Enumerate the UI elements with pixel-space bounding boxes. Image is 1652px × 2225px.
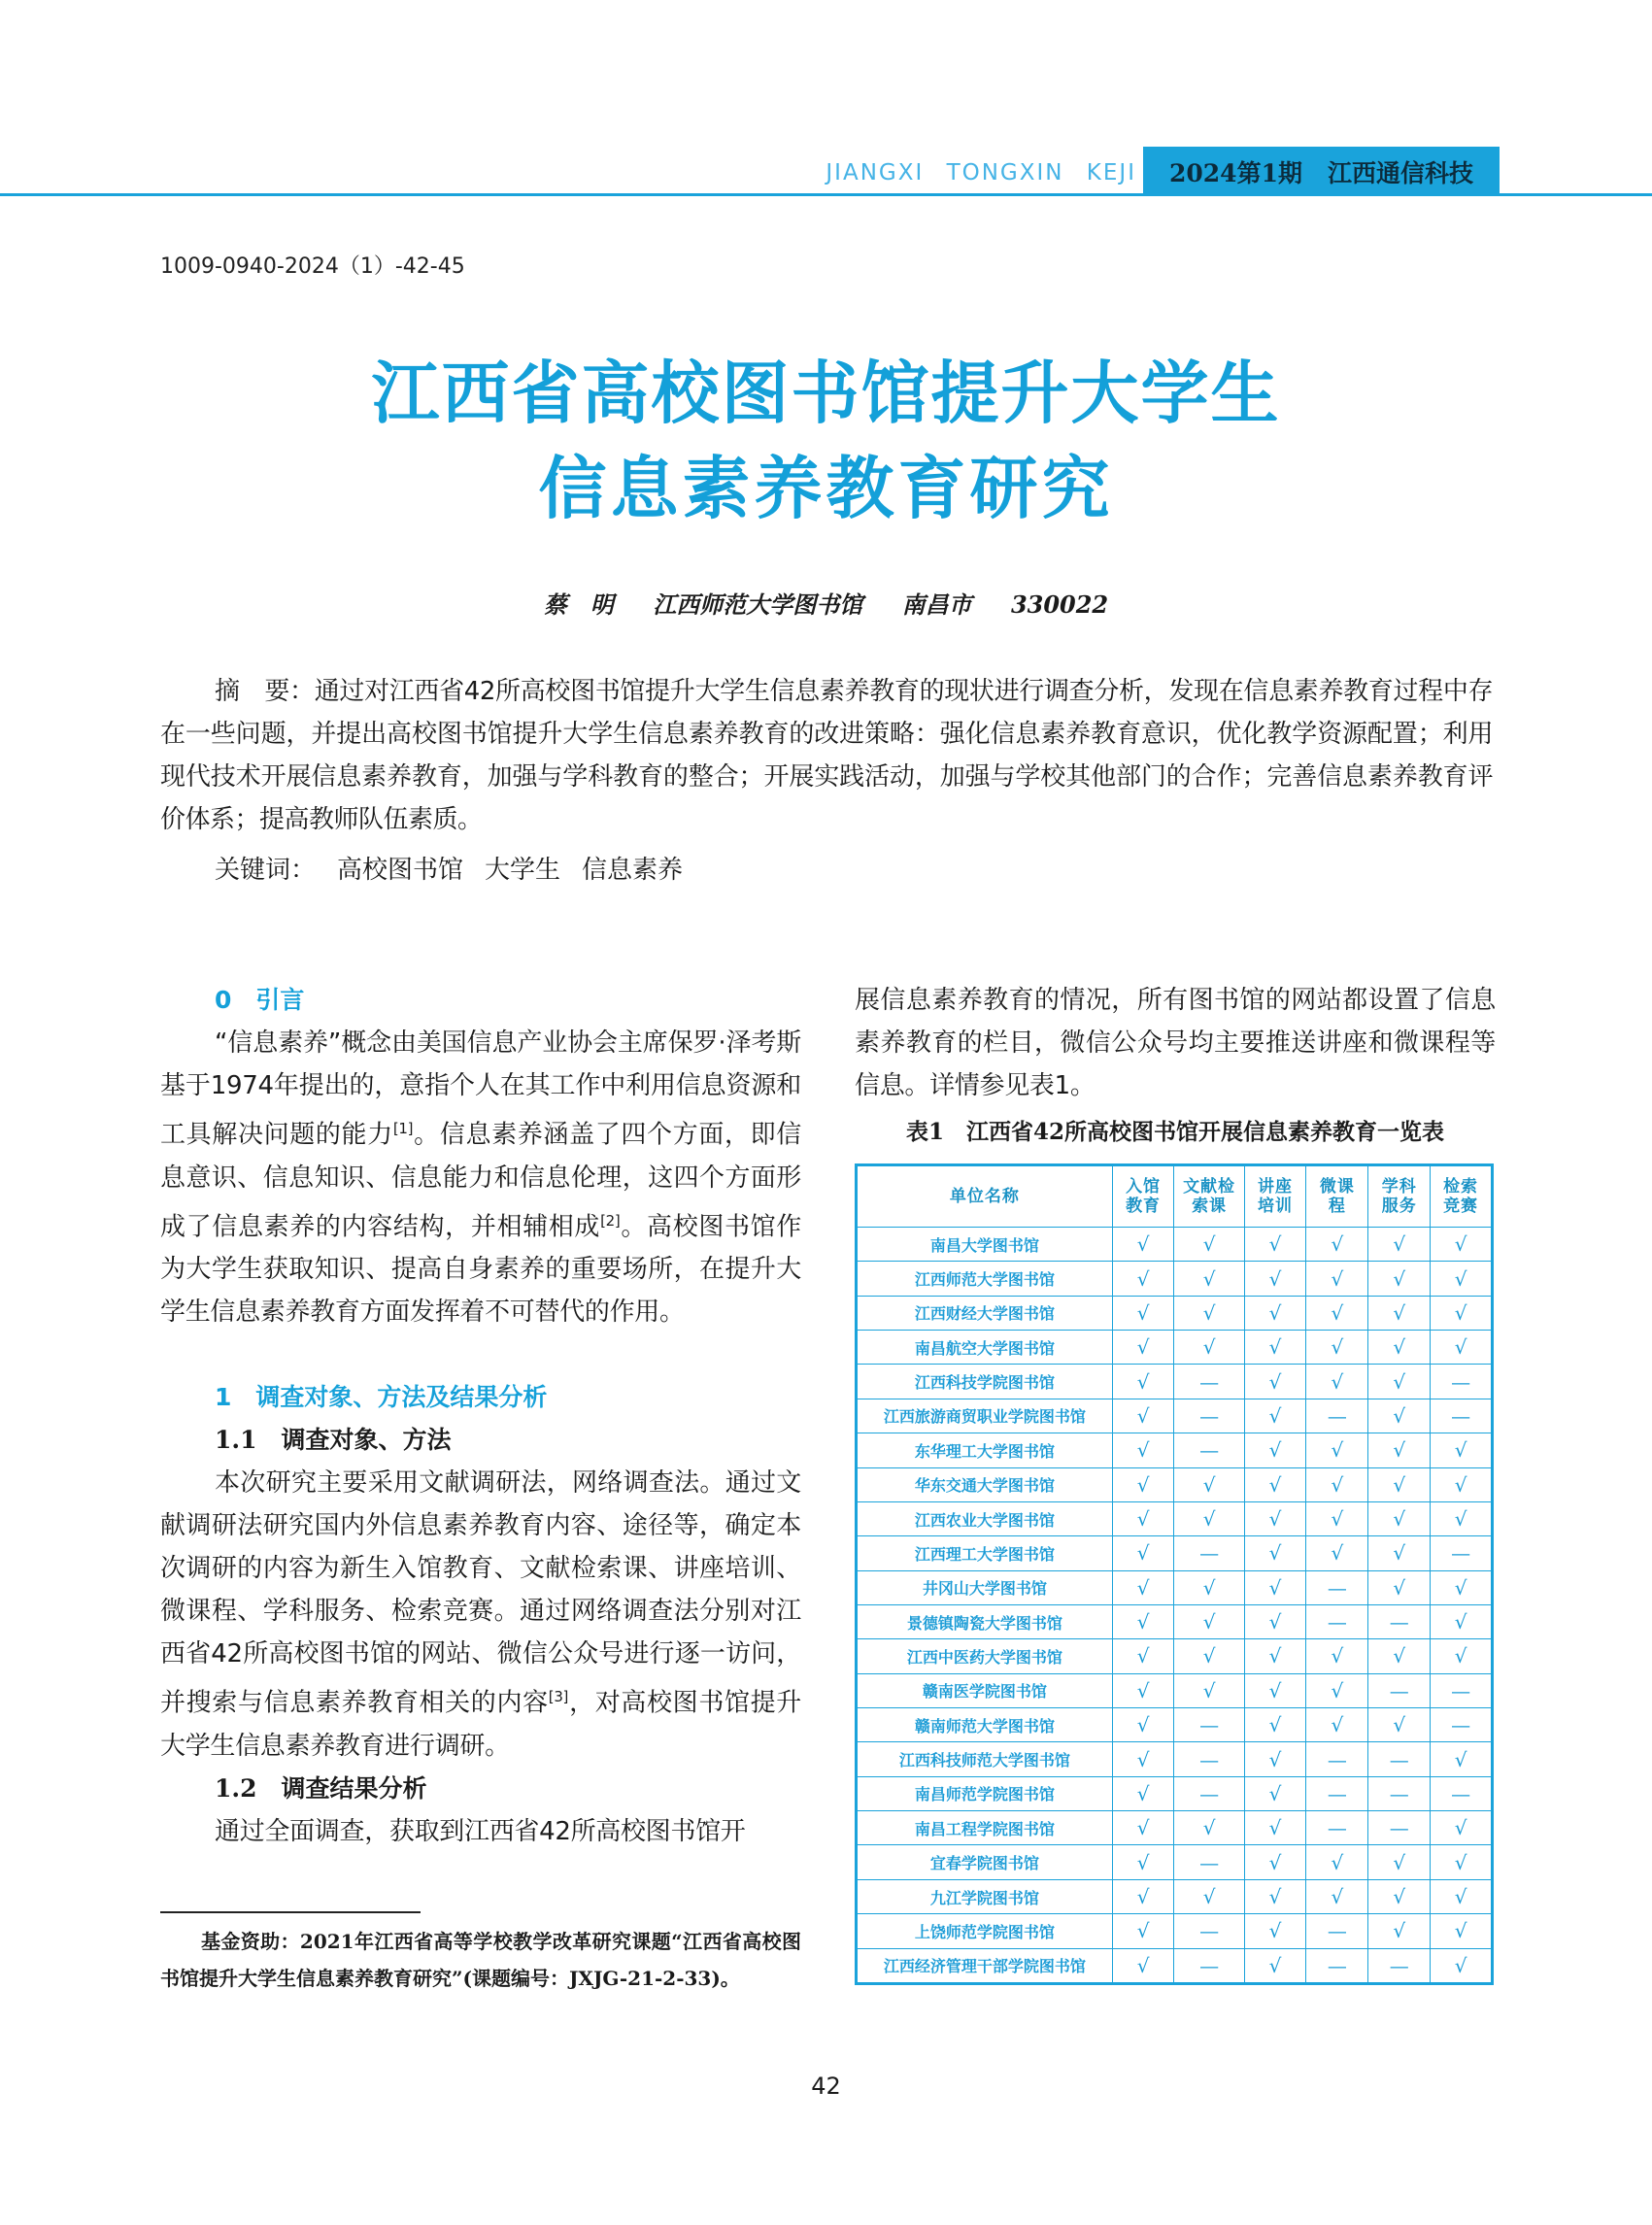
table-row [857, 1639, 1493, 1673]
service-mark-cell: √ [1112, 1570, 1174, 1604]
service-mark-cell: — [1431, 1399, 1493, 1433]
journal-issue-badge [1143, 147, 1500, 196]
service-mark-cell: — [1174, 1365, 1244, 1399]
service-mark-cell: — [1368, 1604, 1431, 1638]
table-header-cell: 微课 程 [1306, 1165, 1368, 1228]
service-mark-cell: √ [1112, 1331, 1174, 1365]
journal-name-english: JIANGXI TONGXIN KEJI [826, 160, 1136, 185]
library-survey-table [855, 1163, 1494, 1985]
service-mark-cell: — [1431, 1536, 1493, 1570]
service-mark-cell: — [1431, 1776, 1493, 1810]
service-mark-cell: √ [1368, 1262, 1431, 1296]
right-column [855, 979, 1496, 1107]
service-mark-cell: — [1368, 1811, 1431, 1845]
author-affiliation: 江西师范大学图书馆 [653, 590, 863, 619]
service-mark-cell: √ [1431, 1914, 1493, 1948]
service-mark-cell: √ [1368, 1399, 1431, 1433]
service-mark-cell: √ [1112, 1811, 1174, 1845]
section-0-paragraph: “信息素养”概念由美国信息产业协会主席保罗·泽考斯基于1974年提出的，意指个人在其工作中利用信息资源和工具解决问题的能力[1]。信息素养涵盖了四个方面，即信息意识、信息知识、信息能力和信息伦理，这四个方面形成了信息素养的内容结构，并相辅相成[2]。高校图书馆作为大学生获取知识、提高自身素养的重要场所，在提升大学生信息素养教育方面发挥着不可替代的作用。 [160, 1028, 801, 1328]
table-row [857, 1742, 1493, 1776]
table-row [857, 1501, 1493, 1535]
table-header-cell: 讲座 培训 [1244, 1165, 1306, 1228]
service-mark-cell: √ [1306, 1262, 1368, 1296]
service-mark-cell: √ [1244, 1331, 1306, 1365]
library-name-cell: 江西理工大学图书馆 [857, 1536, 1113, 1570]
service-mark-cell: √ [1112, 1296, 1174, 1330]
service-mark-cell: √ [1431, 1845, 1493, 1879]
table-header-cell: 文献检 索课 [1174, 1165, 1244, 1228]
service-mark-cell: √ [1244, 1845, 1306, 1879]
table-row [857, 1433, 1493, 1467]
service-mark-cell: √ [1368, 1639, 1431, 1673]
citation-ref: [3] [548, 1688, 569, 1706]
library-name-cell: 南昌大学图书馆 [857, 1228, 1113, 1262]
service-mark-cell: √ [1112, 1879, 1174, 1913]
table-row [857, 1536, 1493, 1570]
table-header-cell: 检索 竞赛 [1431, 1165, 1493, 1228]
service-mark-cell: √ [1368, 1914, 1431, 1948]
library-name-cell: 南昌航空大学图书馆 [857, 1331, 1113, 1365]
table-caption: 表1 江西省42所高校图书馆开展信息素养教育一览表 [905, 1119, 1444, 1145]
service-mark-cell: √ [1244, 1262, 1306, 1296]
library-name-cell: 江西财经大学图书馆 [857, 1296, 1113, 1330]
section-1-heading: 1 调查对象、方法及结果分析 [215, 1383, 548, 1412]
service-mark-cell: — [1174, 1742, 1244, 1776]
library-name-cell: 上饶师范学院图书馆 [857, 1914, 1113, 1948]
table-row [857, 1467, 1493, 1501]
service-mark-cell: √ [1431, 1570, 1493, 1604]
service-mark-cell: √ [1306, 1879, 1368, 1913]
table-row [857, 1914, 1493, 1948]
keywords [215, 849, 683, 892]
library-name-cell: 江西经济管理干部学院图书馆 [857, 1948, 1113, 1983]
section-0-heading: 0 引言 [215, 986, 305, 1014]
keyword-item: 高校图书馆 [337, 856, 464, 885]
service-mark-cell: √ [1431, 1742, 1493, 1776]
service-mark-cell: √ [1244, 1570, 1306, 1604]
table-row [857, 1948, 1493, 1983]
table-row [857, 1604, 1493, 1638]
service-mark-cell: √ [1174, 1639, 1244, 1673]
service-mark-cell: √ [1174, 1570, 1244, 1604]
service-mark-cell: √ [1244, 1433, 1306, 1467]
funding-footnote: 基金资助：2021年江西省高等学校教学改革研究课题“江西省高校图书馆提升大学生信息素养教育研究”(课题编号：JXJG-21-2-33)。 [160, 1930, 801, 1990]
table-row [857, 1673, 1493, 1707]
service-mark-cell: √ [1112, 1228, 1174, 1262]
service-mark-cell: √ [1244, 1776, 1306, 1810]
table-row [857, 1399, 1493, 1433]
service-mark-cell: √ [1306, 1331, 1368, 1365]
service-mark-cell: — [1431, 1673, 1493, 1707]
service-mark-cell: √ [1306, 1639, 1368, 1673]
service-mark-cell: √ [1244, 1879, 1306, 1913]
service-mark-cell: — [1306, 1811, 1368, 1845]
service-mark-cell: √ [1306, 1501, 1368, 1535]
library-name-cell: 东华理工大学图书馆 [857, 1433, 1113, 1467]
service-mark-cell: √ [1431, 1604, 1493, 1638]
service-mark-cell: √ [1368, 1570, 1431, 1604]
issue-label: 2024第1期 [1169, 158, 1302, 187]
service-mark-cell: √ [1368, 1228, 1431, 1262]
service-mark-cell: √ [1306, 1296, 1368, 1330]
service-mark-cell: √ [1112, 1536, 1174, 1570]
service-mark-cell: — [1306, 1914, 1368, 1948]
service-mark-cell: √ [1306, 1536, 1368, 1570]
service-mark-cell: √ [1112, 1708, 1174, 1742]
service-mark-cell: √ [1368, 1501, 1431, 1535]
library-name-cell: 江西农业大学图书馆 [857, 1501, 1113, 1535]
service-mark-cell: √ [1431, 1262, 1493, 1296]
library-name-cell: 华东交通大学图书馆 [857, 1467, 1113, 1501]
author-postcode: 330022 [1010, 590, 1109, 619]
library-name-cell: 宜春学院图书馆 [857, 1845, 1113, 1879]
footnote-rule [160, 1911, 421, 1913]
service-mark-cell: √ [1244, 1467, 1306, 1501]
right-column-paragraph: 展信息素养教育的情况，所有图书馆的网站都设置了信息素养教育的栏目，微信公众号均主要推送讲座和微课程等信息。详情参见表1。 [855, 986, 1496, 1100]
service-mark-cell: √ [1174, 1296, 1244, 1330]
service-mark-cell: — [1306, 1399, 1368, 1433]
subsection-1-2-paragraph: 通过全面调查，获取到江西省42所高校图书馆开 [215, 1816, 746, 1846]
service-mark-cell: √ [1306, 1708, 1368, 1742]
service-mark-cell: √ [1244, 1742, 1306, 1776]
service-mark-cell: — [1174, 1776, 1244, 1810]
service-mark-cell: √ [1368, 1331, 1431, 1365]
service-mark-cell: √ [1244, 1399, 1306, 1433]
paper-title-line-1: 江西省高校图书馆提升大学生 [371, 354, 1281, 433]
service-mark-cell: √ [1112, 1467, 1174, 1501]
service-mark-cell: √ [1306, 1228, 1368, 1262]
service-mark-cell: √ [1112, 1433, 1174, 1467]
service-mark-cell: √ [1112, 1501, 1174, 1535]
service-mark-cell: — [1174, 1845, 1244, 1879]
service-mark-cell: √ [1431, 1948, 1493, 1983]
service-mark-cell: √ [1174, 1467, 1244, 1501]
service-mark-cell: √ [1174, 1228, 1244, 1262]
table-row [857, 1228, 1493, 1262]
subsection-1-1-heading: 1.1 调查对象、方法 [215, 1426, 452, 1455]
service-mark-cell: — [1431, 1708, 1493, 1742]
service-mark-cell: √ [1244, 1639, 1306, 1673]
service-mark-cell: √ [1174, 1604, 1244, 1638]
table-row [857, 1331, 1493, 1365]
service-mark-cell: √ [1244, 1228, 1306, 1262]
table-row [857, 1570, 1493, 1604]
service-mark-cell: — [1306, 1570, 1368, 1604]
document-code: 1009-0940-2024（1）-42-45 [160, 254, 465, 279]
service-mark-cell: √ [1174, 1811, 1244, 1845]
service-mark-cell: √ [1368, 1536, 1431, 1570]
service-mark-cell: — [1368, 1776, 1431, 1810]
service-mark-cell: √ [1112, 1914, 1174, 1948]
library-name-cell: 九江学院图书馆 [857, 1879, 1113, 1913]
service-mark-cell: √ [1112, 1673, 1174, 1707]
service-mark-cell: √ [1431, 1811, 1493, 1845]
keyword-item: 信息素养 [582, 856, 684, 885]
service-mark-cell: — [1368, 1948, 1431, 1983]
service-mark-cell: √ [1431, 1501, 1493, 1535]
service-mark-cell: √ [1431, 1639, 1493, 1673]
service-mark-cell: √ [1306, 1433, 1368, 1467]
service-mark-cell: — [1431, 1365, 1493, 1399]
service-mark-cell: — [1174, 1914, 1244, 1948]
journal-name-chinese: 江西通信科技 [1327, 158, 1473, 187]
service-mark-cell: √ [1244, 1914, 1306, 1948]
library-name-cell: 江西科技师范大学图书馆 [857, 1742, 1113, 1776]
table-row [857, 1776, 1493, 1810]
abstract: 摘 要：通过对江西省42所高校图书馆提升大学生信息素养教育的现状进行调查分析，发现在信息素养教育过程中存在一些问题，并提出高校图书馆提升大学生信息素养教育的改进策略：强化信息素养教育意识，优化教学资源配置；利用现代技术开展信息素养教育，加强与学科教育的整合；开展实践活动，加强与学校其他部门的合作；完善信息素养教育评价体系；提高教师队伍素质。 [160, 677, 1493, 834]
table-header-cell: 入馆 教育 [1112, 1165, 1174, 1228]
service-mark-cell: √ [1244, 1296, 1306, 1330]
service-mark-cell: √ [1368, 1467, 1431, 1501]
table-row [857, 1262, 1493, 1296]
service-mark-cell: — [1174, 1399, 1244, 1433]
table-header-cell: 学科 服务 [1368, 1165, 1431, 1228]
service-mark-cell: — [1174, 1948, 1244, 1983]
keywords-label: 关键词： [215, 856, 317, 885]
service-mark-cell: √ [1244, 1708, 1306, 1742]
service-mark-cell: √ [1174, 1262, 1244, 1296]
service-mark-cell: √ [1244, 1365, 1306, 1399]
service-mark-cell: √ [1112, 1399, 1174, 1433]
library-name-cell: 江西旅游商贸职业学院图书馆 [857, 1399, 1113, 1433]
service-mark-cell: √ [1306, 1845, 1368, 1879]
service-mark-cell: √ [1174, 1879, 1244, 1913]
author-city: 南昌市 [901, 590, 972, 619]
library-name-cell: 景德镇陶瓷大学图书馆 [857, 1604, 1113, 1638]
service-mark-cell: √ [1244, 1501, 1306, 1535]
service-mark-cell: — [1306, 1604, 1368, 1638]
service-mark-cell: — [1368, 1673, 1431, 1707]
service-mark-cell: — [1306, 1776, 1368, 1810]
library-name-cell: 南昌师范学院图书馆 [857, 1776, 1113, 1810]
service-mark-cell: √ [1112, 1776, 1174, 1810]
service-mark-cell: √ [1306, 1467, 1368, 1501]
service-mark-cell: √ [1112, 1948, 1174, 1983]
service-mark-cell: √ [1112, 1262, 1174, 1296]
service-mark-cell: √ [1306, 1673, 1368, 1707]
left-column [160, 979, 801, 1853]
service-mark-cell: √ [1368, 1879, 1431, 1913]
service-mark-cell: √ [1174, 1501, 1244, 1535]
service-mark-cell: √ [1368, 1365, 1431, 1399]
service-mark-cell: — [1368, 1742, 1431, 1776]
keyword-item: 大学生 [485, 856, 561, 885]
table-row [857, 1845, 1493, 1879]
service-mark-cell: √ [1431, 1879, 1493, 1913]
subsection-1-2-heading: 1.2 调查结果分析 [215, 1773, 427, 1803]
paper-title-line-2: 信息素养教育研究 [538, 449, 1114, 528]
service-mark-cell: √ [1244, 1673, 1306, 1707]
service-mark-cell: √ [1174, 1331, 1244, 1365]
service-mark-cell: √ [1112, 1365, 1174, 1399]
table-row [857, 1296, 1493, 1330]
service-mark-cell: √ [1431, 1467, 1493, 1501]
service-mark-cell: √ [1112, 1604, 1174, 1638]
service-mark-cell: — [1306, 1742, 1368, 1776]
author-name: 蔡 明 [543, 590, 614, 619]
table-header-row [857, 1165, 1493, 1228]
library-name-cell: 江西科技学院图书馆 [857, 1365, 1113, 1399]
page-number: 42 [811, 2073, 841, 2100]
library-name-cell: 赣南师范大学图书馆 [857, 1708, 1113, 1742]
service-mark-cell: √ [1368, 1708, 1431, 1742]
service-mark-cell: √ [1112, 1742, 1174, 1776]
service-mark-cell: √ [1368, 1433, 1431, 1467]
service-mark-cell: — [1174, 1536, 1244, 1570]
subsection-1-1-paragraph: 本次研究主要采用文献调研法，网络调查法。通过文献调研法研究国内外信息素养教育内容、途径等，确定本次调研的内容为新生入馆教育、文献检索课、讲座培训、微课程、学科服务、检索竞赛。通过网络调查法分别对江西省42所高校图书馆的网站、微信公众号进行逐一访问，并搜索与信息素养教育相关的内容[3]，对高校图书馆提升大学生信息素养教育进行调研。 [160, 1468, 801, 1761]
service-mark-cell: √ [1174, 1673, 1244, 1707]
service-mark-cell: √ [1244, 1948, 1306, 1983]
service-mark-cell: √ [1244, 1811, 1306, 1845]
service-mark-cell: — [1174, 1708, 1244, 1742]
service-mark-cell: √ [1431, 1228, 1493, 1262]
service-mark-cell: √ [1368, 1296, 1431, 1330]
service-mark-cell: √ [1244, 1604, 1306, 1638]
library-name-cell: 南昌工程学院图书馆 [857, 1811, 1113, 1845]
service-mark-cell: √ [1431, 1331, 1493, 1365]
table-row [857, 1879, 1493, 1913]
table-row [857, 1365, 1493, 1399]
service-mark-cell: √ [1368, 1845, 1431, 1879]
service-mark-cell: √ [1112, 1639, 1174, 1673]
service-mark-cell: √ [1112, 1845, 1174, 1879]
author-line [0, 589, 1652, 622]
library-name-cell: 井冈山大学图书馆 [857, 1570, 1113, 1604]
service-mark-cell: — [1174, 1433, 1244, 1467]
citation-ref: [1] [392, 1120, 414, 1137]
citation-ref: [2] [600, 1211, 621, 1230]
library-name-cell: 江西师范大学图书馆 [857, 1262, 1113, 1296]
table-row [857, 1811, 1493, 1845]
library-name-cell: 赣南医学院图书馆 [857, 1673, 1113, 1707]
service-mark-cell: √ [1431, 1296, 1493, 1330]
service-mark-cell: — [1306, 1948, 1368, 1983]
service-mark-cell: √ [1306, 1365, 1368, 1399]
table-row [857, 1708, 1493, 1742]
table-header-unit-name: 单位名称 [857, 1165, 1113, 1228]
service-mark-cell: √ [1244, 1536, 1306, 1570]
library-name-cell: 江西中医药大学图书馆 [857, 1639, 1113, 1673]
service-mark-cell: √ [1431, 1433, 1493, 1467]
